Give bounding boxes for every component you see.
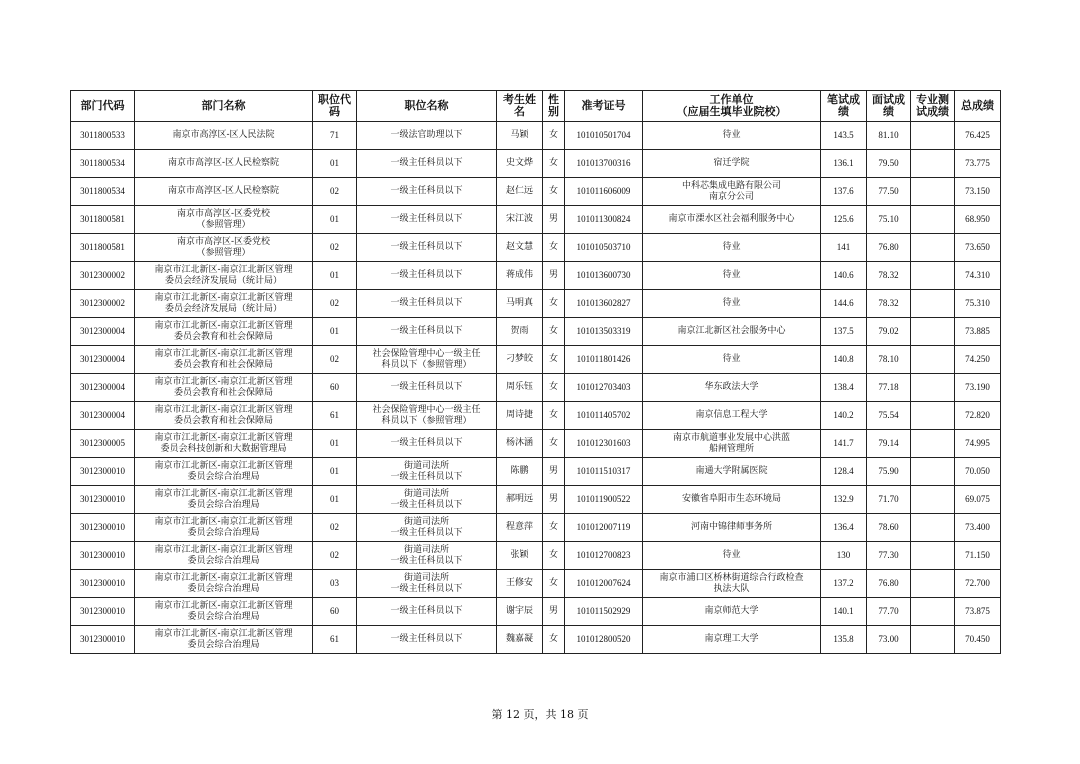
table-row — [71, 514, 1001, 542]
table-row — [71, 626, 1001, 654]
cell-dept-code: 3011800534 — [71, 178, 135, 206]
cell-total-score: 73.875 — [955, 598, 1001, 626]
cell-professional-test-score — [911, 570, 955, 598]
cell-position-code: 01 — [313, 318, 357, 346]
cell-written-score: 136.4 — [821, 514, 867, 542]
cell-total-score: 73.885 — [955, 318, 1001, 346]
cell-interview-score: 71.70 — [867, 486, 911, 514]
cell-position-name: 街道司法所 一级主任科员以下 — [357, 486, 497, 514]
cell-dept-name: 南京市高淳区-区委党校 （参照管理） — [135, 206, 313, 234]
cell-interview-score: 79.50 — [867, 150, 911, 178]
cell-dept-name: 南京市高淳区-区人民法院 — [135, 122, 313, 150]
cell-gender: 女 — [543, 234, 565, 262]
cell-written-score: 141 — [821, 234, 867, 262]
cell-exam-ticket-number: 101011502929 — [565, 598, 643, 626]
cell-gender: 女 — [543, 542, 565, 570]
cell-total-score: 70.050 — [955, 458, 1001, 486]
cell-professional-test-score — [911, 542, 955, 570]
cell-interview-score: 78.32 — [867, 290, 911, 318]
cell-exam-ticket-number: 101011300824 — [565, 206, 643, 234]
cell-candidate-name: 马明真 — [497, 290, 543, 318]
cell-work-unit: 待业 — [643, 542, 821, 570]
cell-written-score: 137.5 — [821, 318, 867, 346]
cell-professional-test-score — [911, 458, 955, 486]
cell-gender: 女 — [543, 318, 565, 346]
cell-professional-test-score — [911, 290, 955, 318]
cell-work-unit: 待业 — [643, 122, 821, 150]
cell-dept-code: 3012300010 — [71, 598, 135, 626]
cell-interview-score: 78.10 — [867, 346, 911, 374]
cell-professional-test-score — [911, 598, 955, 626]
cell-exam-ticket-number: 101010503710 — [565, 234, 643, 262]
table-row — [71, 178, 1001, 206]
cell-total-score: 74.310 — [955, 262, 1001, 290]
cell-total-score: 74.995 — [955, 430, 1001, 458]
table-row — [71, 234, 1001, 262]
cell-candidate-name: 杨沐涵 — [497, 430, 543, 458]
table-row — [71, 122, 1001, 150]
cell-written-score: 130 — [821, 542, 867, 570]
cell-candidate-name: 王修安 — [497, 570, 543, 598]
cell-dept-code: 3011800581 — [71, 234, 135, 262]
table-row — [71, 374, 1001, 402]
cell-exam-ticket-number: 101013602827 — [565, 290, 643, 318]
cell-professional-test-score — [911, 626, 955, 654]
cell-work-unit: 宿迁学院 — [643, 150, 821, 178]
cell-dept-code: 3012300004 — [71, 402, 135, 430]
cell-professional-test-score — [911, 122, 955, 150]
cell-exam-ticket-number: 101011900522 — [565, 486, 643, 514]
cell-dept-name: 南京市江北新区-南京江北新区管理 委员会教育和社会保障局 — [135, 402, 313, 430]
cell-dept-name: 南京市江北新区-南京江北新区管理 委员会综合治理局 — [135, 458, 313, 486]
cell-interview-score: 75.10 — [867, 206, 911, 234]
cell-position-name: 一级法官助理以下 — [357, 122, 497, 150]
cell-dept-name: 南京市江北新区-南京江北新区管理 委员会教育和社会保障局 — [135, 318, 313, 346]
cell-exam-ticket-number: 101013600730 — [565, 262, 643, 290]
cell-candidate-name: 张颖 — [497, 542, 543, 570]
cell-position-code: 71 — [313, 122, 357, 150]
cell-gender: 男 — [543, 262, 565, 290]
cell-candidate-name: 史文烨 — [497, 150, 543, 178]
cell-dept-code: 3012300010 — [71, 486, 135, 514]
cell-dept-name: 南京市江北新区-南京江北新区管理 委员会教育和社会保障局 — [135, 374, 313, 402]
cell-position-code: 02 — [313, 234, 357, 262]
cell-dept-code: 3012300010 — [71, 542, 135, 570]
cell-candidate-name: 赵文慧 — [497, 234, 543, 262]
cell-position-name: 一级主任科员以下 — [357, 598, 497, 626]
table-row — [71, 150, 1001, 178]
cell-dept-name: 南京市江北新区-南京江北新区管理 委员会综合治理局 — [135, 626, 313, 654]
cell-position-name: 街道司法所 一级主任科员以下 — [357, 542, 497, 570]
cell-work-unit: 待业 — [643, 262, 821, 290]
cell-dept-code: 3012300004 — [71, 374, 135, 402]
cell-candidate-name: 贺雨 — [497, 318, 543, 346]
cell-dept-code: 3012300002 — [71, 290, 135, 318]
cell-position-name: 一级主任科员以下 — [357, 626, 497, 654]
cell-candidate-name: 马颖 — [497, 122, 543, 150]
cell-dept-name: 南京市江北新区-南京江北新区管理 委员会综合治理局 — [135, 542, 313, 570]
table-row — [71, 346, 1001, 374]
cell-gender: 女 — [543, 150, 565, 178]
cell-position-code: 01 — [313, 458, 357, 486]
cell-total-score: 71.150 — [955, 542, 1001, 570]
header-dept-name: 部门名称 — [135, 91, 313, 122]
cell-position-name: 一级主任科员以下 — [357, 374, 497, 402]
cell-professional-test-score — [911, 178, 955, 206]
cell-work-unit: 南京市溧水区社会福利服务中心 — [643, 206, 821, 234]
cell-gender: 男 — [543, 458, 565, 486]
cell-dept-code: 3012300010 — [71, 626, 135, 654]
page-number: 第 12 页，共 18 页 — [491, 708, 589, 721]
cell-candidate-name: 程意萍 — [497, 514, 543, 542]
cell-candidate-name: 郝明远 — [497, 486, 543, 514]
cell-gender: 女 — [543, 570, 565, 598]
cell-written-score: 141.7 — [821, 430, 867, 458]
cell-dept-name: 南京市江北新区-南京江北新区管理 委员会经济发展局（统计局） — [135, 262, 313, 290]
cell-dept-code: 3012300010 — [71, 570, 135, 598]
table-body — [71, 122, 1001, 654]
cell-professional-test-score — [911, 374, 955, 402]
table-row — [71, 570, 1001, 598]
cell-dept-code: 3012300010 — [71, 514, 135, 542]
cell-candidate-name: 蒋成伟 — [497, 262, 543, 290]
cell-position-code: 01 — [313, 430, 357, 458]
cell-professional-test-score — [911, 346, 955, 374]
cell-position-code: 02 — [313, 514, 357, 542]
cell-candidate-name: 宋江波 — [497, 206, 543, 234]
cell-dept-name: 南京市高淳区-区人民检察院 — [135, 178, 313, 206]
cell-dept-code: 3012300010 — [71, 458, 135, 486]
cell-dept-name: 南京市江北新区-南京江北新区管理 委员会教育和社会保障局 — [135, 346, 313, 374]
cell-interview-score: 78.32 — [867, 262, 911, 290]
cell-candidate-name: 魏嘉凝 — [497, 626, 543, 654]
cell-candidate-name: 陈鹏 — [497, 458, 543, 486]
cell-position-name: 社会保险管理中心一级主任 科员以下（参照管理） — [357, 402, 497, 430]
cell-total-score: 68.950 — [955, 206, 1001, 234]
cell-position-name: 街道司法所 一级主任科员以下 — [357, 570, 497, 598]
cell-exam-ticket-number: 101011801426 — [565, 346, 643, 374]
cell-exam-ticket-number: 101012800520 — [565, 626, 643, 654]
cell-written-score: 140.1 — [821, 598, 867, 626]
cell-total-score: 70.450 — [955, 626, 1001, 654]
cell-gender: 女 — [543, 290, 565, 318]
cell-position-name: 一级主任科员以下 — [357, 150, 497, 178]
cell-position-code: 61 — [313, 402, 357, 430]
cell-written-score: 138.4 — [821, 374, 867, 402]
header-total-score: 总成绩 — [955, 91, 1001, 122]
cell-written-score: 132.9 — [821, 486, 867, 514]
table-row — [71, 402, 1001, 430]
cell-interview-score: 75.54 — [867, 402, 911, 430]
cell-written-score: 144.6 — [821, 290, 867, 318]
cell-position-code: 60 — [313, 374, 357, 402]
cell-exam-ticket-number: 101011405702 — [565, 402, 643, 430]
cell-gender: 女 — [543, 514, 565, 542]
cell-interview-score: 78.60 — [867, 514, 911, 542]
cell-position-code: 60 — [313, 598, 357, 626]
header-professional-test-score: 专业测 试成绩 — [911, 91, 955, 122]
cell-work-unit: 南京信息工程大学 — [643, 402, 821, 430]
cell-professional-test-score — [911, 514, 955, 542]
header-candidate-name: 考生姓名 — [497, 91, 543, 122]
cell-candidate-name: 赵仁远 — [497, 178, 543, 206]
cell-professional-test-score — [911, 430, 955, 458]
cell-dept-code: 3012300004 — [71, 318, 135, 346]
cell-work-unit: 南通大学附属医院 — [643, 458, 821, 486]
cell-position-code: 02 — [313, 542, 357, 570]
cell-work-unit: 河南中锦律师事务所 — [643, 514, 821, 542]
cell-work-unit: 南京江北新区社会服务中心 — [643, 318, 821, 346]
cell-position-name: 一级主任科员以下 — [357, 178, 497, 206]
header-gender: 性别 — [543, 91, 565, 122]
cell-dept-name: 南京市江北新区-南京江北新区管理 委员会综合治理局 — [135, 570, 313, 598]
cell-gender: 女 — [543, 178, 565, 206]
cell-dept-code: 3011800533 — [71, 122, 135, 150]
cell-total-score: 73.650 — [955, 234, 1001, 262]
cell-written-score: 137.2 — [821, 570, 867, 598]
cell-professional-test-score — [911, 318, 955, 346]
cell-position-name: 一级主任科员以下 — [357, 318, 497, 346]
cell-position-code: 01 — [313, 486, 357, 514]
table-row — [71, 206, 1001, 234]
cell-written-score: 143.5 — [821, 122, 867, 150]
cell-gender: 男 — [543, 486, 565, 514]
cell-position-name: 一级主任科员以下 — [357, 262, 497, 290]
cell-gender: 男 — [543, 598, 565, 626]
cell-gender: 女 — [543, 374, 565, 402]
cell-written-score: 125.6 — [821, 206, 867, 234]
cell-total-score: 72.700 — [955, 570, 1001, 598]
cell-position-name: 街道司法所 一级主任科员以下 — [357, 514, 497, 542]
cell-candidate-name: 周诗捷 — [497, 402, 543, 430]
cell-dept-code: 3012300002 — [71, 262, 135, 290]
cell-total-score: 72.820 — [955, 402, 1001, 430]
header-row — [71, 91, 1001, 122]
cell-position-code: 01 — [313, 262, 357, 290]
cell-total-score: 73.150 — [955, 178, 1001, 206]
cell-gender: 女 — [543, 626, 565, 654]
table-row — [71, 458, 1001, 486]
cell-work-unit: 南京市浦口区桥林街道综合行政检查 执法大队 — [643, 570, 821, 598]
cell-candidate-name: 周乐钰 — [497, 374, 543, 402]
cell-position-name: 社会保险管理中心一级主任 科员以下（参照管理） — [357, 346, 497, 374]
cell-written-score: 136.1 — [821, 150, 867, 178]
header-written-score: 笔试成绩 — [821, 91, 867, 122]
cell-dept-name: 南京市高淳区-区人民检察院 — [135, 150, 313, 178]
cell-position-code: 02 — [313, 290, 357, 318]
cell-written-score: 140.8 — [821, 346, 867, 374]
cell-professional-test-score — [911, 262, 955, 290]
table-row — [71, 430, 1001, 458]
cell-interview-score: 79.02 — [867, 318, 911, 346]
cell-professional-test-score — [911, 486, 955, 514]
cell-position-name: 一级主任科员以下 — [357, 290, 497, 318]
table-row — [71, 290, 1001, 318]
cell-interview-score: 77.50 — [867, 178, 911, 206]
cell-work-unit: 安徽省阜阳市生态环境局 — [643, 486, 821, 514]
cell-exam-ticket-number: 101012007119 — [565, 514, 643, 542]
results-table — [70, 90, 1001, 654]
cell-written-score: 140.2 — [821, 402, 867, 430]
cell-dept-code: 3012300005 — [71, 430, 135, 458]
header-position-code: 职位代码 — [313, 91, 357, 122]
cell-position-code: 02 — [313, 346, 357, 374]
cell-candidate-name: 谢宇辰 — [497, 598, 543, 626]
cell-dept-name: 南京市江北新区-南京江北新区管理 委员会综合治理局 — [135, 486, 313, 514]
cell-interview-score: 76.80 — [867, 570, 911, 598]
table-row — [71, 262, 1001, 290]
cell-dept-code: 3011800534 — [71, 150, 135, 178]
cell-dept-name: 南京市江北新区-南京江北新区管理 委员会科技创新和大数据管理局 — [135, 430, 313, 458]
header-work-unit: 工作单位 （应届生填毕业院校） — [643, 91, 821, 122]
cell-total-score: 73.190 — [955, 374, 1001, 402]
cell-candidate-name: 刁梦皎 — [497, 346, 543, 374]
cell-gender: 女 — [543, 402, 565, 430]
table-row — [71, 486, 1001, 514]
cell-exam-ticket-number: 101012301603 — [565, 430, 643, 458]
cell-gender: 女 — [543, 122, 565, 150]
cell-interview-score: 77.18 — [867, 374, 911, 402]
cell-exam-ticket-number: 101011510317 — [565, 458, 643, 486]
cell-exam-ticket-number: 101012703403 — [565, 374, 643, 402]
cell-work-unit: 南京理工大学 — [643, 626, 821, 654]
table-row — [71, 598, 1001, 626]
cell-written-score: 128.4 — [821, 458, 867, 486]
cell-position-code: 01 — [313, 150, 357, 178]
cell-professional-test-score — [911, 206, 955, 234]
cell-work-unit: 待业 — [643, 290, 821, 318]
header-dept-code: 部门代码 — [71, 91, 135, 122]
cell-exam-ticket-number: 101013700316 — [565, 150, 643, 178]
cell-position-code: 01 — [313, 206, 357, 234]
cell-total-score: 75.310 — [955, 290, 1001, 318]
cell-interview-score: 81.10 — [867, 122, 911, 150]
cell-total-score: 74.250 — [955, 346, 1001, 374]
cell-interview-score: 77.70 — [867, 598, 911, 626]
cell-professional-test-score — [911, 402, 955, 430]
cell-exam-ticket-number: 101011606009 — [565, 178, 643, 206]
cell-professional-test-score — [911, 150, 955, 178]
table-row — [71, 542, 1001, 570]
cell-dept-name: 南京市高淳区-区委党校 （参照管理） — [135, 234, 313, 262]
header-exam-ticket-number: 准考证号 — [565, 91, 643, 122]
cell-exam-ticket-number: 101013503319 — [565, 318, 643, 346]
cell-interview-score: 77.30 — [867, 542, 911, 570]
cell-exam-ticket-number: 101010501704 — [565, 122, 643, 150]
cell-position-code: 61 — [313, 626, 357, 654]
cell-interview-score: 76.80 — [867, 234, 911, 262]
cell-exam-ticket-number: 101012007624 — [565, 570, 643, 598]
cell-work-unit: 华东政法大学 — [643, 374, 821, 402]
cell-total-score: 73.775 — [955, 150, 1001, 178]
cell-position-name: 一级主任科员以下 — [357, 234, 497, 262]
cell-written-score: 137.6 — [821, 178, 867, 206]
cell-position-name: 一级主任科员以下 — [357, 206, 497, 234]
cell-position-name: 一级主任科员以下 — [357, 430, 497, 458]
cell-gender: 女 — [543, 430, 565, 458]
cell-total-score: 73.400 — [955, 514, 1001, 542]
cell-work-unit: 待业 — [643, 234, 821, 262]
cell-written-score: 135.8 — [821, 626, 867, 654]
cell-position-code: 03 — [313, 570, 357, 598]
cell-dept-name: 南京市江北新区-南京江北新区管理 委员会综合治理局 — [135, 514, 313, 542]
cell-work-unit: 南京市航道事业发展中心洪蓝 船闸管理所 — [643, 430, 821, 458]
cell-total-score: 76.425 — [955, 122, 1001, 150]
cell-work-unit: 待业 — [643, 346, 821, 374]
cell-work-unit: 南京师范大学 — [643, 598, 821, 626]
cell-gender: 女 — [543, 346, 565, 374]
cell-interview-score: 79.14 — [867, 430, 911, 458]
cell-interview-score: 75.90 — [867, 458, 911, 486]
cell-interview-score: 73.00 — [867, 626, 911, 654]
cell-dept-code: 3011800581 — [71, 206, 135, 234]
cell-dept-name: 南京市江北新区-南京江北新区管理 委员会综合治理局 — [135, 598, 313, 626]
cell-work-unit: 中科芯集成电路有限公司 南京分公司 — [643, 178, 821, 206]
cell-position-code: 02 — [313, 178, 357, 206]
cell-exam-ticket-number: 101012700823 — [565, 542, 643, 570]
cell-professional-test-score — [911, 234, 955, 262]
header-position-name: 职位名称 — [357, 91, 497, 122]
header-interview-score: 面试成绩 — [867, 91, 911, 122]
cell-position-name: 街道司法所 一级主任科员以下 — [357, 458, 497, 486]
cell-gender: 男 — [543, 206, 565, 234]
cell-dept-code: 3012300004 — [71, 346, 135, 374]
table-row — [71, 318, 1001, 346]
cell-total-score: 69.075 — [955, 486, 1001, 514]
cell-written-score: 140.6 — [821, 262, 867, 290]
cell-dept-name: 南京市江北新区-南京江北新区管理 委员会经济发展局（统计局） — [135, 290, 313, 318]
